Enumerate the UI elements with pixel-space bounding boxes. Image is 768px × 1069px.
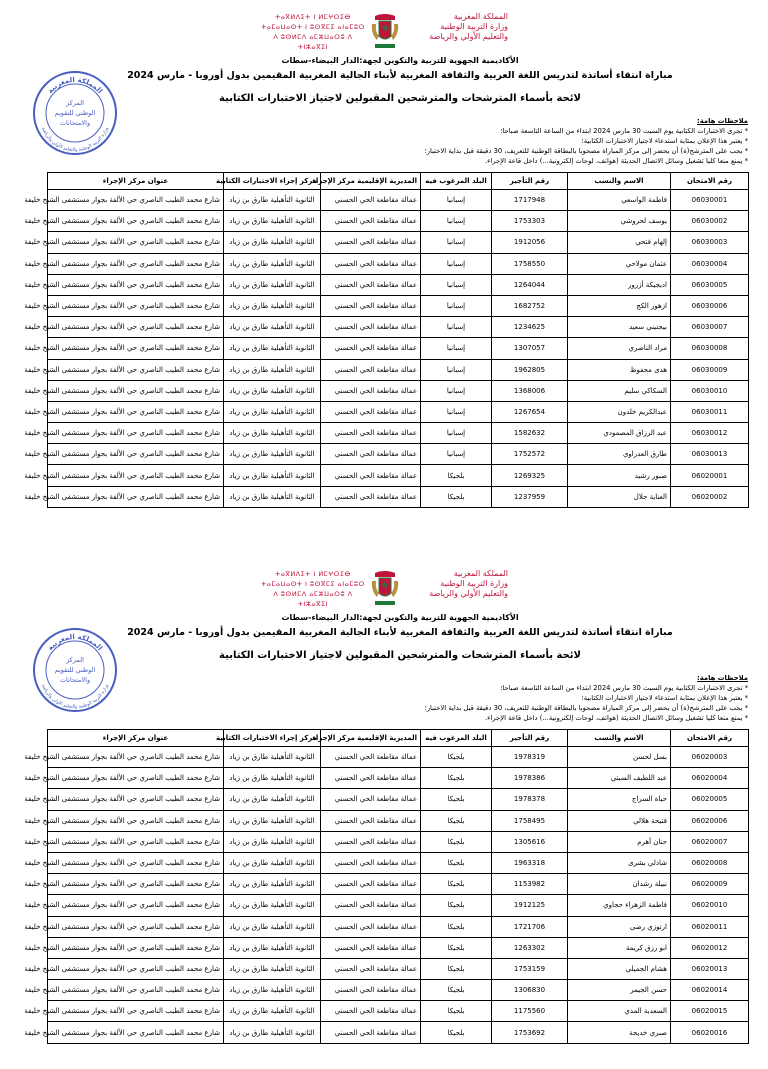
exam-number-cell: 06020014	[671, 980, 749, 1001]
exam-center-cell: الثانوية التأهيلية طارق بن زياد	[224, 359, 321, 380]
candidate-name-cell: ابو رزق كريمة	[568, 937, 671, 958]
candidate-name-cell: السعدية المدي	[568, 1001, 671, 1022]
exam-center-cell: الثانوية التأهيلية طارق بن زياد	[224, 958, 321, 979]
candidate-name-cell: يوسف لحروشي	[568, 211, 671, 232]
exam-number-cell: 06020013	[671, 958, 749, 979]
tifinagh-ministry-name: ⵜⴰⴳⵍⴷⵉⵜ ⵏ ⵍⵎⵖⵔⵉⴱ ⵜⴰⵎⴰⵡⴰⵙⵜ ⵏ ⵓⵙⴳⵎⵉ ⴰⵏⴰⵎⵓⵔ ⴷ ⵓⵙⵍⵎⴷ ⴰⵎⵣⵡⴰⵔⵓ ⴷ ⵜⵏⵣⴰⴳⵉⵏ	[261, 13, 365, 51]
important-notes	[40, 116, 748, 166]
column-header: عنوان مركز الإجراء	[48, 730, 224, 747]
directorate-cell: عمالة مقاطعة الحي الحسني	[321, 401, 421, 422]
center-address-cell: شارع محمد الطيب الناصري حي الألفة بجوار مستشفى الشيخ خليفة	[48, 486, 224, 507]
payroll-number-cell: 1305616	[492, 831, 568, 852]
svg-text:الوطني للتقويم: الوطني للتقويم	[54, 666, 96, 674]
note-item: * يعتبر هذا الإعلان بمثابة استدعاء لاجتياز الاختبارات الكتابية؛	[581, 137, 748, 145]
directorate-cell: عمالة مقاطعة الحي الحسني	[321, 1001, 421, 1022]
exam-number-cell: 06030002	[671, 211, 749, 232]
payroll-number-cell: 1267654	[492, 401, 568, 422]
exam-center-cell: الثانوية التأهيلية طارق بن زياد	[224, 980, 321, 1001]
payroll-number-cell: 1269325	[492, 465, 568, 486]
exam-number-cell: 06020012	[671, 937, 749, 958]
candidates-table	[24, 729, 749, 1044]
payroll-number-cell: 1758550	[492, 253, 568, 274]
exam-number-cell: 06020001	[671, 465, 749, 486]
center-address-cell: شارع محمد الطيب الناصري حي الألفة بجوار مستشفى الشيخ خليفة	[48, 852, 224, 873]
column-header: رقم التأجير	[492, 730, 568, 747]
svg-text:المركز: المركز	[66, 99, 84, 107]
payroll-number-cell: 1582632	[492, 423, 568, 444]
center-address-cell: شارع محمد الطيب الناصري حي الألفة بجوار مستشفى الشيخ خليفة	[48, 444, 224, 465]
note-item: * تجرى الاختبارات الكتابية يوم السبت 30 مارس 2024 ابتداء من الساعة التاسعة صباحا؛	[500, 684, 748, 692]
directorate-cell: عمالة مقاطعة الحي الحسني	[321, 789, 421, 810]
payroll-number-cell: 1263302	[492, 937, 568, 958]
candidate-name-cell: حسن الجيمر	[568, 980, 671, 1001]
exam-center-cell: الثانوية التأهيلية طارق بن زياد	[224, 444, 321, 465]
table-row	[48, 916, 749, 937]
column-header: الاسم والنسب	[568, 173, 671, 190]
center-address-cell: شارع محمد الطيب الناصري حي الألفة بجوار مستشفى الشيخ خليفة	[48, 937, 224, 958]
country-cell: إسبانيا	[421, 232, 492, 253]
payroll-number-cell: 1753159	[492, 958, 568, 979]
candidate-name-cell: فاطمة الزهراء حجاوي	[568, 895, 671, 916]
directorate-cell: عمالة مقاطعة الحي الحسني	[321, 852, 421, 873]
academy-name: الأكاديمية الجهوية للتربية والتكوين لجهة:الدار البيضاء-سطات	[281, 56, 519, 65]
exam-center-cell: الثانوية التأهيلية طارق بن زياد	[224, 895, 321, 916]
directorate-cell: عمالة مقاطعة الحي الحسني	[321, 958, 421, 979]
payroll-number-cell: 1978319	[492, 747, 568, 768]
exam-number-cell: 06020008	[671, 852, 749, 873]
exam-number-cell: 06020009	[671, 874, 749, 895]
exam-center-cell: الثانوية التأهيلية طارق بن زياد	[224, 190, 321, 211]
table-row	[48, 317, 749, 338]
table-row	[48, 401, 749, 422]
table-row	[48, 465, 749, 486]
candidate-name-cell: بيجنيني سعيد	[568, 317, 671, 338]
document-page-2	[0, 557, 768, 1069]
country-cell: بلجيكا	[421, 1001, 492, 1022]
country-cell: إسبانيا	[421, 317, 492, 338]
candidate-name-cell: السكاكي سليم	[568, 380, 671, 401]
center-address-cell: شارع محمد الطيب الناصري حي الألفة بجوار مستشفى الشيخ خليفة	[48, 874, 224, 895]
exam-number-cell: 06030003	[671, 232, 749, 253]
payroll-number-cell: 1717948	[492, 190, 568, 211]
ministry-logo-block	[258, 569, 508, 615]
candidate-name-cell: العناية جلال	[568, 486, 671, 507]
center-address-cell: شارع محمد الطيب الناصري حي الألفة بجوار مستشفى الشيخ خليفة	[48, 465, 224, 486]
note-item: * يمنع منعا كليا تشغيل وسائل الاتصال الحديثة (هواتف، لوحات إلكترونية...) داخل قاعة الإجراء.	[485, 714, 748, 722]
table-row	[48, 958, 749, 979]
payroll-number-cell: 1912125	[492, 895, 568, 916]
column-header: البلد المرغوب فيه	[421, 730, 492, 747]
table-row	[48, 789, 749, 810]
exam-number-cell: 06030012	[671, 423, 749, 444]
page-title: مباراة انتقاء أساتذة لتدريس اللغة العربية والثقافة المغربية لأبناء الجالية المغربية المقيمين بدول أوروبا - مارس 2024	[127, 627, 673, 638]
exam-center-cell: الثانوية التأهيلية طارق بن زياد	[224, 253, 321, 274]
notes-heading: ملاحظات هامة:	[697, 674, 748, 682]
country-cell: بلجيكا	[421, 747, 492, 768]
exam-center-cell: الثانوية التأهيلية طارق بن زياد	[224, 789, 321, 810]
column-header: مركز إجراء الاختبارات الكتابية	[224, 173, 321, 190]
country-cell: إسبانيا	[421, 401, 492, 422]
exam-center-cell: الثانوية التأهيلية طارق بن زياد	[224, 747, 321, 768]
country-cell: إسبانيا	[421, 338, 492, 359]
country-cell: بلجيكا	[421, 895, 492, 916]
column-header: عنوان مركز الإجراء	[48, 173, 224, 190]
directorate-cell: عمالة مقاطعة الحي الحسني	[321, 359, 421, 380]
table-row	[48, 1001, 749, 1022]
academy-name: الأكاديمية الجهوية للتربية والتكوين لجهة:الدار البيضاء-سطات	[281, 613, 519, 622]
exam-center-cell: الثانوية التأهيلية طارق بن زياد	[224, 423, 321, 444]
exam-number-cell: 06030009	[671, 359, 749, 380]
country-cell: إسبانيا	[421, 359, 492, 380]
exam-number-cell: 06020010	[671, 895, 749, 916]
directorate-cell: عمالة مقاطعة الحي الحسني	[321, 980, 421, 1001]
directorate-cell: عمالة مقاطعة الحي الحسني	[321, 747, 421, 768]
candidate-name-cell: عبد اللطيف السبتي	[568, 768, 671, 789]
page-title: مباراة انتقاء أساتذة لتدريس اللغة العربية والثقافة المغربية لأبناء الجالية المغربية المقيمين بدول أوروبا - مارس 2024	[127, 70, 673, 81]
exam-center-cell: الثانوية التأهيلية طارق بن زياد	[224, 874, 321, 895]
exam-center-cell: الثانوية التأهيلية طارق بن زياد	[224, 831, 321, 852]
table-row	[48, 937, 749, 958]
table-row	[48, 338, 749, 359]
center-address-cell: شارع محمد الطيب الناصري حي الألفة بجوار مستشفى الشيخ خليفة	[48, 401, 224, 422]
country-cell: إسبانيا	[421, 295, 492, 316]
directorate-cell: عمالة مقاطعة الحي الحسني	[321, 274, 421, 295]
table-row	[48, 980, 749, 1001]
country-cell: إسبانيا	[421, 274, 492, 295]
column-header: البلد المرغوب فيه	[421, 173, 492, 190]
country-cell: بلجيكا	[421, 958, 492, 979]
table-header-row	[48, 173, 749, 190]
country-cell: بلجيكا	[421, 486, 492, 507]
center-address-cell: شارع محمد الطيب الناصري حي الألفة بجوار مستشفى الشيخ خليفة	[48, 789, 224, 810]
payroll-number-cell: 1752572	[492, 444, 568, 465]
directorate-cell: عمالة مقاطعة الحي الحسني	[321, 895, 421, 916]
country-cell: بلجيكا	[421, 1022, 492, 1043]
document-page-1	[0, 0, 768, 512]
exam-number-cell: 06020007	[671, 831, 749, 852]
exam-center-cell: الثانوية التأهيلية طارق بن زياد	[224, 768, 321, 789]
country-cell: بلجيكا	[421, 916, 492, 937]
table-row	[48, 852, 749, 873]
moroccan-coat-of-arms-icon	[369, 569, 401, 609]
center-address-cell: شارع محمد الطيب الناصري حي الألفة بجوار مستشفى الشيخ خليفة	[48, 232, 224, 253]
directorate-cell: عمالة مقاطعة الحي الحسني	[321, 423, 421, 444]
country-cell: بلجيكا	[421, 465, 492, 486]
center-address-cell: شارع محمد الطيب الناصري حي الألفة بجوار مستشفى الشيخ خليفة	[48, 1022, 224, 1043]
directorate-cell: عمالة مقاطعة الحي الحسني	[321, 232, 421, 253]
payroll-number-cell: 1962805	[492, 359, 568, 380]
payroll-number-cell: 1963318	[492, 852, 568, 873]
candidate-name-cell: عثمان مولاحي	[568, 253, 671, 274]
table-row	[48, 810, 749, 831]
tifinagh-ministry-name: ⵜⴰⴳⵍⴷⵉⵜ ⵏ ⵍⵎⵖⵔⵉⴱ ⵜⴰⵎⴰⵡⴰⵙⵜ ⵏ ⵓⵙⴳⵎⵉ ⴰⵏⴰⵎⵓⵔ ⴷ ⵓⵙⵍⵎⴷ ⴰⵎⵣⵡⴰⵔⵓ ⴷ ⵜⵏⵣⴰⴳⵉⵏ	[261, 570, 365, 608]
payroll-number-cell: 1978386	[492, 768, 568, 789]
directorate-cell: عمالة مقاطعة الحي الحسني	[321, 768, 421, 789]
exam-center-cell: الثانوية التأهيلية طارق بن زياد	[224, 810, 321, 831]
arabic-ministry-name: المملكة المغربية وزارة التربية الوطنية والتعليم الأولي والرياضة	[429, 569, 508, 598]
center-address-cell: شارع محمد الطيب الناصري حي الألفة بجوار مستشفى الشيخ خليفة	[48, 274, 224, 295]
center-address-cell: شارع محمد الطيب الناصري حي الألفة بجوار مستشفى الشيخ خليفة	[48, 359, 224, 380]
center-address-cell: شارع محمد الطيب الناصري حي الألفة بجوار مستشفى الشيخ خليفة	[48, 253, 224, 274]
candidate-name-cell: صبري خديجة	[568, 1022, 671, 1043]
svg-text:المركز: المركز	[66, 656, 84, 664]
table-row	[48, 423, 749, 444]
payroll-number-cell: 1978378	[492, 789, 568, 810]
center-address-cell: شارع محمد الطيب الناصري حي الألفة بجوار مستشفى الشيخ خليفة	[48, 317, 224, 338]
table-header-row	[48, 730, 749, 747]
directorate-cell: عمالة مقاطعة الحي الحسني	[321, 338, 421, 359]
exam-number-cell: 06030005	[671, 274, 749, 295]
column-header: رقم التأجير	[492, 173, 568, 190]
country-cell: بلجيكا	[421, 937, 492, 958]
country-cell: بلجيكا	[421, 831, 492, 852]
candidate-name-cell: بسل لحسن	[568, 747, 671, 768]
exam-center-cell: الثانوية التأهيلية طارق بن زياد	[224, 211, 321, 232]
exam-center-cell: الثانوية التأهيلية طارق بن زياد	[224, 1022, 321, 1043]
center-address-cell: شارع محمد الطيب الناصري حي الألفة بجوار مستشفى الشيخ خليفة	[48, 895, 224, 916]
country-cell: إسبانيا	[421, 423, 492, 444]
table-row	[48, 486, 749, 507]
directorate-cell: عمالة مقاطعة الحي الحسني	[321, 831, 421, 852]
exam-center-cell: الثانوية التأهيلية طارق بن زياد	[224, 317, 321, 338]
svg-text:والامتحانات: والامتحانات	[59, 119, 91, 127]
table-row	[48, 274, 749, 295]
column-header: رقم الامتحان	[671, 730, 749, 747]
center-address-cell: شارع محمد الطيب الناصري حي الألفة بجوار مستشفى الشيخ خليفة	[48, 295, 224, 316]
payroll-number-cell: 1234625	[492, 317, 568, 338]
center-address-cell: شارع محمد الطيب الناصري حي الألفة بجوار مستشفى الشيخ خليفة	[48, 338, 224, 359]
directorate-cell: عمالة مقاطعة الحي الحسني	[321, 937, 421, 958]
exam-number-cell: 06030008	[671, 338, 749, 359]
note-item: * يعتبر هذا الإعلان بمثابة استدعاء لاجتياز الاختبارات الكتابية؛	[581, 694, 748, 702]
payroll-number-cell: 1758495	[492, 810, 568, 831]
svg-text:الوطني للتقويم: الوطني للتقويم	[54, 109, 96, 117]
table-row	[48, 874, 749, 895]
country-cell: إسبانيا	[421, 444, 492, 465]
note-item: * يجب على المترشح(ة) أن يحضر إلى مركز المباراة مصحوبا بالبطاقة الوطنية للتعريف، 30 دقيقة قبل بداية الاختبار؛	[424, 147, 748, 155]
note-item: * تجرى الاختبارات الكتابية يوم السبت 30 مارس 2024 ابتداء من الساعة التاسعة صباحا؛	[500, 127, 748, 135]
table-row	[48, 232, 749, 253]
center-address-cell: شارع محمد الطيب الناصري حي الألفة بجوار مستشفى الشيخ خليفة	[48, 190, 224, 211]
exam-number-cell: 06020011	[671, 916, 749, 937]
country-cell: إسبانيا	[421, 380, 492, 401]
candidate-name-cell: عبد الرزاق المصمودي	[568, 423, 671, 444]
country-cell: إسبانيا	[421, 211, 492, 232]
arabic-ministry-name: المملكة المغربية وزارة التربية الوطنية والتعليم الأولي والرياضة	[429, 12, 508, 41]
exam-number-cell: 06030001	[671, 190, 749, 211]
payroll-number-cell: 1682752	[492, 295, 568, 316]
directorate-cell: عمالة مقاطعة الحي الحسني	[321, 916, 421, 937]
country-cell: بلجيكا	[421, 852, 492, 873]
table-row	[48, 359, 749, 380]
exam-number-cell: 06030007	[671, 317, 749, 338]
exam-number-cell: 06020016	[671, 1022, 749, 1043]
table-row	[48, 768, 749, 789]
center-address-cell: شارع محمد الطيب الناصري حي الألفة بجوار مستشفى الشيخ خليفة	[48, 747, 224, 768]
candidate-name-cell: ارتوزي رضى	[568, 916, 671, 937]
candidate-name-cell: هشام الجميلي	[568, 958, 671, 979]
candidate-name-cell: صبور رشيد	[568, 465, 671, 486]
country-cell: إسبانيا	[421, 190, 492, 211]
country-cell: بلجيكا	[421, 874, 492, 895]
center-address-cell: شارع محمد الطيب الناصري حي الألفة بجوار مستشفى الشيخ خليفة	[48, 916, 224, 937]
table-row	[48, 295, 749, 316]
center-address-cell: شارع محمد الطيب الناصري حي الألفة بجوار مستشفى الشيخ خليفة	[48, 958, 224, 979]
exam-number-cell: 06020004	[671, 768, 749, 789]
center-address-cell: شارع محمد الطيب الناصري حي الألفة بجوار مستشفى الشيخ خليفة	[48, 768, 224, 789]
exam-center-cell: الثانوية التأهيلية طارق بن زياد	[224, 295, 321, 316]
table-row	[48, 253, 749, 274]
exam-center-cell: الثانوية التأهيلية طارق بن زياد	[224, 916, 321, 937]
exam-number-cell: 06030006	[671, 295, 749, 316]
country-cell: بلجيكا	[421, 789, 492, 810]
payroll-number-cell: 1153982	[492, 874, 568, 895]
column-header: المديرية الإقليمية مركز الإجراء	[321, 730, 421, 747]
table-row	[48, 444, 749, 465]
candidate-name-cell: فاطمة الواسعي	[568, 190, 671, 211]
note-item: * يجب على المترشح(ة) أن يحضر إلى مركز المباراة مصحوبا بالبطاقة الوطنية للتعريف، 30 دقيقة قبل بداية الاختبار؛	[424, 704, 748, 712]
svg-text:والامتحانات: والامتحانات	[59, 676, 91, 684]
column-header: رقم الامتحان	[671, 173, 749, 190]
payroll-number-cell: 1306830	[492, 980, 568, 1001]
country-cell: بلجيكا	[421, 980, 492, 1001]
candidate-name-cell: شادلي بشرى	[568, 852, 671, 873]
column-header: المديرية الإقليمية مركز الإجراء	[321, 173, 421, 190]
candidate-name-cell: عبدالكريم خلدون	[568, 401, 671, 422]
table-row	[48, 747, 749, 768]
directorate-cell: عمالة مقاطعة الحي الحسني	[321, 874, 421, 895]
exam-number-cell: 06030013	[671, 444, 749, 465]
exam-center-cell: الثانوية التأهيلية طارق بن زياد	[224, 274, 321, 295]
payroll-number-cell: 1721706	[492, 916, 568, 937]
table-row	[48, 211, 749, 232]
exam-center-cell: الثانوية التأهيلية طارق بن زياد	[224, 232, 321, 253]
payroll-number-cell: 1307057	[492, 338, 568, 359]
directorate-cell: عمالة مقاطعة الحي الحسني	[321, 317, 421, 338]
exam-center-cell: الثانوية التأهيلية طارق بن زياد	[224, 338, 321, 359]
center-address-cell: شارع محمد الطيب الناصري حي الألفة بجوار مستشفى الشيخ خليفة	[48, 380, 224, 401]
candidate-name-cell: ازهور الكج	[568, 295, 671, 316]
candidate-name-cell: مراد الناصري	[568, 338, 671, 359]
candidate-name-cell: طارق العدراوي	[568, 444, 671, 465]
moroccan-coat-of-arms-icon	[369, 12, 401, 52]
column-header: مركز إجراء الاختبارات الكتابية	[224, 730, 321, 747]
note-item: * يمنع منعا كليا تشغيل وسائل الاتصال الحديثة (هواتف، لوحات إلكترونية...) داخل قاعة الإجراء.	[485, 157, 748, 165]
table-row	[48, 831, 749, 852]
payroll-number-cell: 1753692	[492, 1022, 568, 1043]
exam-center-cell: الثانوية التأهيلية طارق بن زياد	[224, 465, 321, 486]
exam-center-cell: الثانوية التأهيلية طارق بن زياد	[224, 1001, 321, 1022]
exam-center-cell: الثانوية التأهيلية طارق بن زياد	[224, 380, 321, 401]
exam-center-cell: الثانوية التأهيلية طارق بن زياد	[224, 937, 321, 958]
svg-text:وزارة التربية الوطنية والتعليم: وزارة التربية الوطنية والتعليم الأولي والرياضة	[40, 683, 110, 711]
exam-center-cell: الثانوية التأهيلية طارق بن زياد	[224, 852, 321, 873]
directorate-cell: عمالة مقاطعة الحي الحسني	[321, 211, 421, 232]
candidate-name-cell: نبيلة رشدان	[568, 874, 671, 895]
candidate-name-cell: فتيحة هلالي	[568, 810, 671, 831]
svg-text:المملكة المغربية: المملكة المغربية	[46, 75, 104, 96]
table-row	[48, 190, 749, 211]
exam-number-cell: 06020002	[671, 486, 749, 507]
exam-number-cell: 06020015	[671, 1001, 749, 1022]
center-address-cell: شارع محمد الطيب الناصري حي الألفة بجوار مستشفى الشيخ خليفة	[48, 810, 224, 831]
center-address-cell: شارع محمد الطيب الناصري حي الألفة بجوار مستشفى الشيخ خليفة	[48, 211, 224, 232]
directorate-cell: عمالة مقاطعة الحي الحسني	[321, 190, 421, 211]
svg-text:وزارة التربية الوطنية والتعليم: وزارة التربية الوطنية والتعليم الأولي والرياضة	[40, 126, 110, 154]
center-address-cell: شارع محمد الطيب الناصري حي الألفة بجوار مستشفى الشيخ خليفة	[48, 980, 224, 1001]
page-subtitle: لائحة بأسماء المترشحات والمترشحين المقبولين لاجتياز الاختبارات الكتابية	[219, 650, 581, 661]
exam-center-cell: الثانوية التأهيلية طارق بن زياد	[224, 486, 321, 507]
column-header: الاسم والنسب	[568, 730, 671, 747]
table-row	[48, 380, 749, 401]
directorate-cell: عمالة مقاطعة الحي الحسني	[321, 253, 421, 274]
center-address-cell: شارع محمد الطيب الناصري حي الألفة بجوار مستشفى الشيخ خليفة	[48, 423, 224, 444]
directorate-cell: عمالة مقاطعة الحي الحسني	[321, 1022, 421, 1043]
exam-number-cell: 06030010	[671, 380, 749, 401]
table-row	[48, 895, 749, 916]
exam-center-cell: الثانوية التأهيلية طارق بن زياد	[224, 401, 321, 422]
directorate-cell: عمالة مقاطعة الحي الحسني	[321, 444, 421, 465]
exam-number-cell: 06030004	[671, 253, 749, 274]
table-row	[48, 1022, 749, 1043]
candidates-table	[24, 172, 749, 508]
payroll-number-cell: 1237959	[492, 486, 568, 507]
candidate-name-cell: حنان أهرم	[568, 831, 671, 852]
notes-heading: ملاحظات هامة:	[697, 117, 748, 125]
candidate-name-cell: هدى محفوظ	[568, 359, 671, 380]
directorate-cell: عمالة مقاطعة الحي الحسني	[321, 465, 421, 486]
directorate-cell: عمالة مقاطعة الحي الحسني	[321, 295, 421, 316]
payroll-number-cell: 1753303	[492, 211, 568, 232]
exam-number-cell: 06020003	[671, 747, 749, 768]
directorate-cell: عمالة مقاطعة الحي الحسني	[321, 486, 421, 507]
country-cell: إسبانيا	[421, 253, 492, 274]
directorate-cell: عمالة مقاطعة الحي الحسني	[321, 810, 421, 831]
important-notes	[40, 673, 748, 723]
page-subtitle: لائحة بأسماء المترشحات والمترشحين المقبولين لاجتياز الاختبارات الكتابية	[219, 93, 581, 104]
ministry-logo-block	[258, 12, 508, 58]
directorate-cell: عمالة مقاطعة الحي الحسني	[321, 380, 421, 401]
payroll-number-cell: 1368006	[492, 380, 568, 401]
payroll-number-cell: 1175560	[492, 1001, 568, 1022]
exam-number-cell: 06020005	[671, 789, 749, 810]
candidate-name-cell: إلهام فتحي	[568, 232, 671, 253]
payroll-number-cell: 1264044	[492, 274, 568, 295]
country-cell: بلجيكا	[421, 768, 492, 789]
svg-text:المملكة المغربية: المملكة المغربية	[46, 632, 104, 653]
payroll-number-cell: 1912056	[492, 232, 568, 253]
center-address-cell: شارع محمد الطيب الناصري حي الألفة بجوار مستشفى الشيخ خليفة	[48, 831, 224, 852]
candidate-name-cell: حياة السراج	[568, 789, 671, 810]
country-cell: بلجيكا	[421, 810, 492, 831]
exam-number-cell: 06030011	[671, 401, 749, 422]
exam-number-cell: 06020006	[671, 810, 749, 831]
center-address-cell: شارع محمد الطيب الناصري حي الألفة بجوار مستشفى الشيخ خليفة	[48, 1001, 224, 1022]
candidate-name-cell: اديجيكة أزرور	[568, 274, 671, 295]
